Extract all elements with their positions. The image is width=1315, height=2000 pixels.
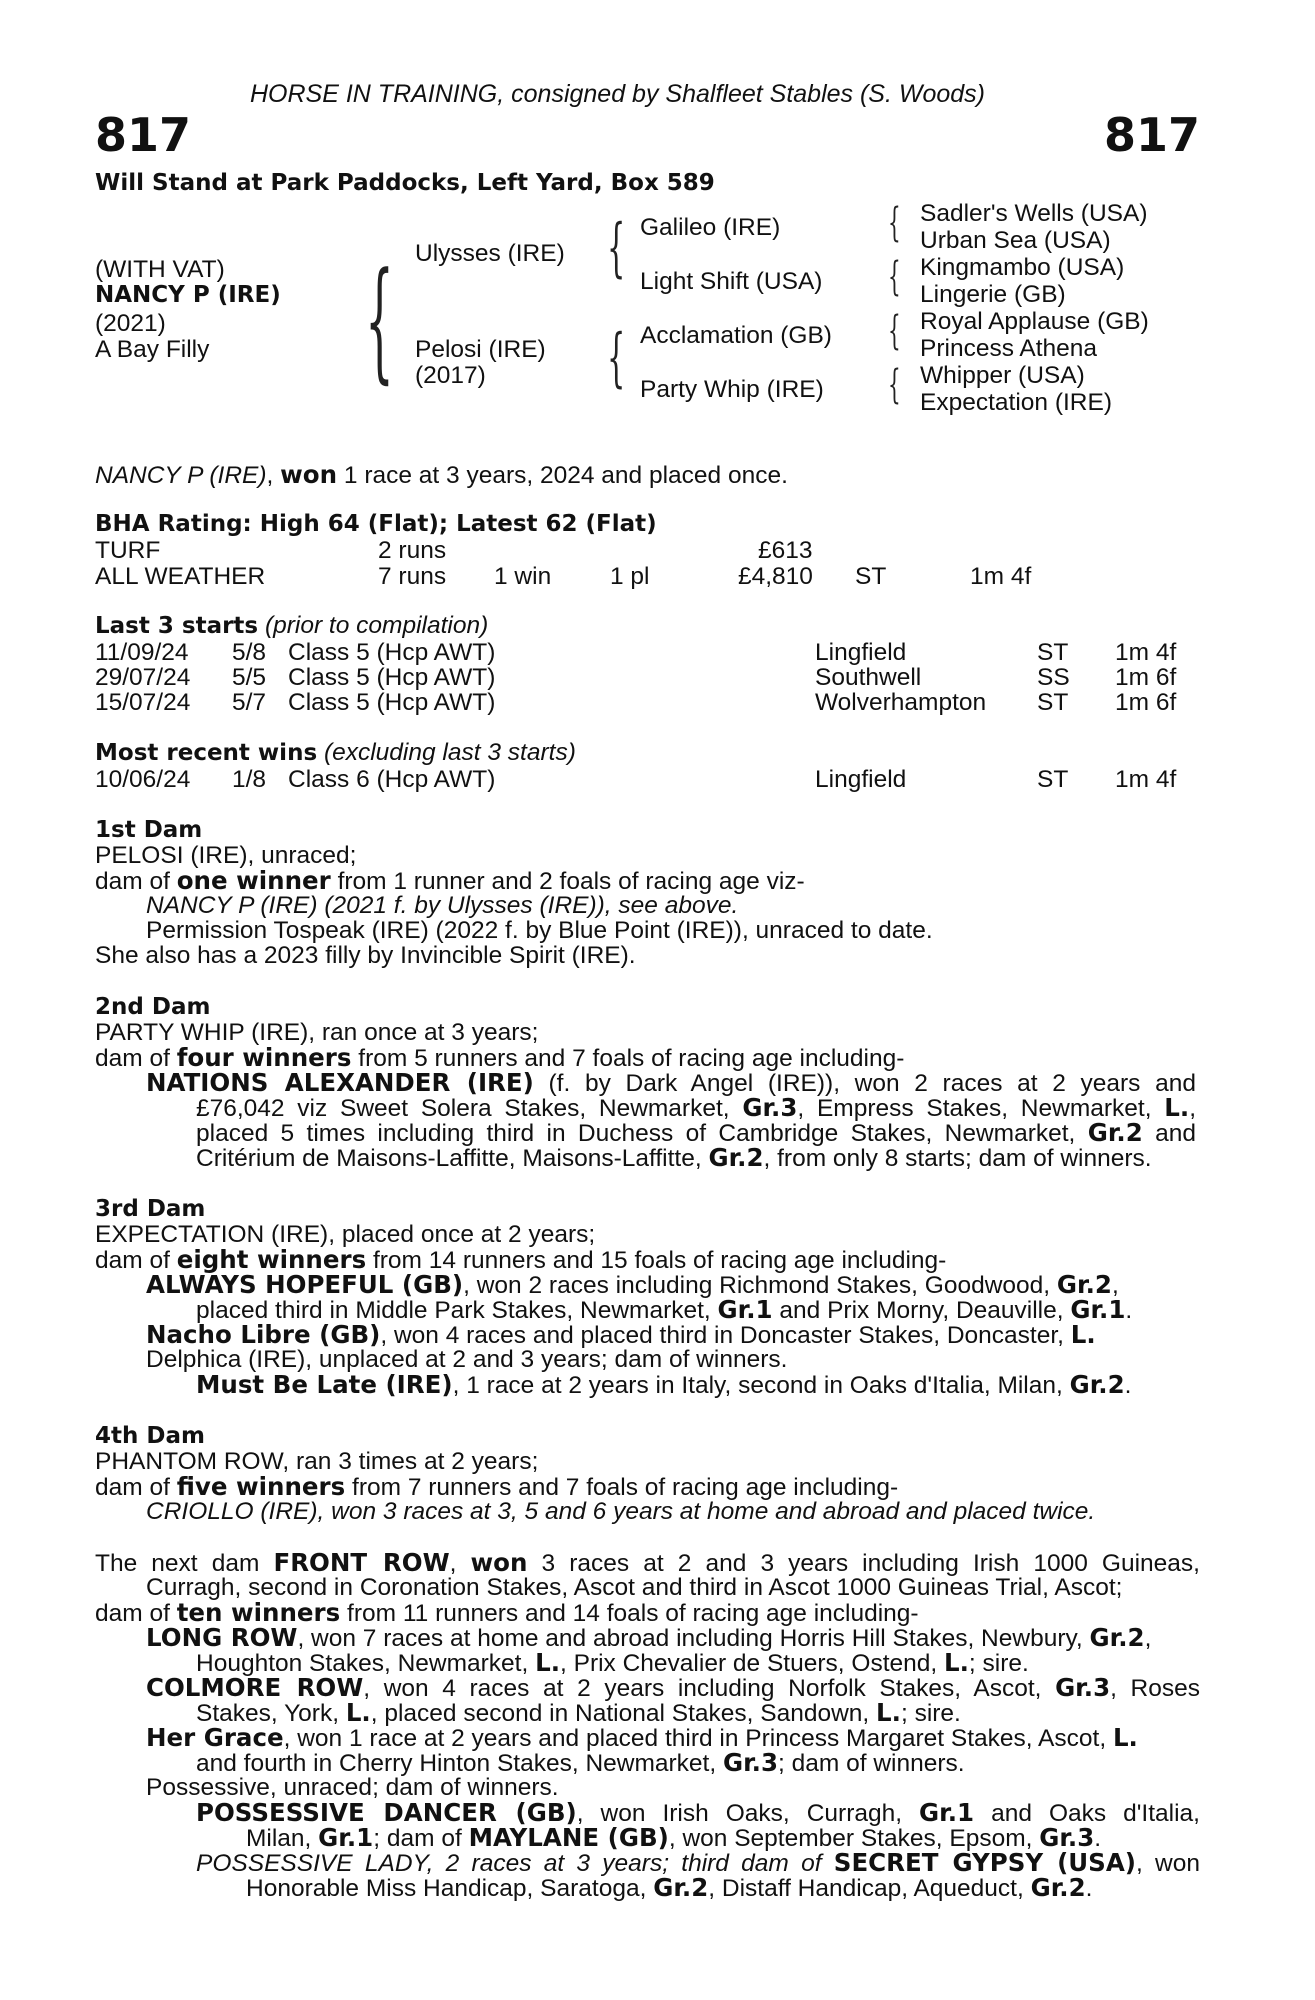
brace-icon: {	[607, 211, 626, 285]
section-heading: 1st Dam	[95, 817, 203, 843]
offspring-line: Houghton Stakes, Newmarket, L., Prix Chevalier de Stuers, Ostend, L.; sire.	[196, 1648, 1029, 1677]
record-placed: 1 pl	[610, 563, 650, 590]
brace-icon: {	[888, 308, 901, 354]
start-going: SS	[1037, 664, 1070, 691]
offspring-line: Must Be Late (IRE), 1 race at 2 years in Italy, second in Oaks d'Italia, Milan, Gr.2.	[196, 1370, 1132, 1399]
brace-icon: {	[888, 200, 901, 246]
start-position: 5/5	[232, 664, 267, 691]
record-prize: £4,810	[738, 563, 813, 590]
ancestor-g3: Kingmambo (USA)	[920, 254, 1125, 281]
record-wins: 1 win	[494, 563, 552, 590]
dam-line: She also has a 2023 filly by Invincible Spirit (IRE).	[95, 942, 636, 969]
ancestor-g7: Whipper (USA)	[920, 362, 1085, 389]
offspring-line: placed 5 times including third in Duchess of Cambridge Stakes, Newmarket, Gr.2 and	[196, 1118, 1196, 1147]
win-distance: 1m 4f	[1115, 766, 1177, 793]
sire: Ulysses (IRE)	[415, 240, 565, 267]
brace-icon: {	[365, 244, 394, 396]
lot-number-left: 817	[95, 108, 192, 162]
ancestor-g6: Princess Athena	[920, 335, 1098, 362]
horse-name: NANCY P (IRE)	[95, 282, 281, 308]
dam-line: dam of one winner from 1 runner and 2 foals of racing age viz-	[95, 866, 805, 895]
ancestor-g4: Lingerie (GB)	[920, 281, 1066, 308]
start-going: ST	[1037, 639, 1069, 666]
consignment-line: HORSE IN TRAINING, consigned by Shalfleet Stables (S. Woods)	[250, 80, 985, 108]
offspring-line: POSSESSIVE LADY, 2 races at 3 years; third dam of SECRET GYPSY (USA), won	[196, 1848, 1200, 1877]
offspring-line: LONG ROW, won 7 races at home and abroad including Horris Hill Stakes, Newbury, Gr.2,	[146, 1623, 1152, 1652]
recent-wins-heading: Most recent wins (excluding last 3 starts)	[95, 739, 576, 766]
dam-line: Curragh, second in Coronation Stakes, Ascot and third in Ascot 1000 Guineas Trial, Ascot;	[146, 1574, 1123, 1601]
offspring-line: CRIOLLO (IRE), won 3 races at 3, 5 and 6 years at home and abroad and placed twice.	[146, 1498, 1096, 1525]
lot-number-right: 817	[1103, 108, 1200, 162]
dam-sire: Acclamation (GB)	[640, 322, 832, 349]
start-distance: 1m 6f	[1115, 689, 1177, 716]
start-position: 5/8	[232, 639, 267, 666]
ancestor-g1: Sadler's Wells (USA)	[920, 200, 1148, 227]
offspring-line: £76,042 viz Sweet Solera Stakes, Newmarket, Gr.3, Empress Stakes, Newmarket, L.,	[196, 1093, 1196, 1122]
section-heading: 4th Dam	[95, 1423, 205, 1449]
win-position: 1/8	[232, 766, 267, 793]
win-course: Lingfield	[815, 766, 907, 793]
start-distance: 1m 6f	[1115, 664, 1177, 691]
start-course: Lingfield	[815, 639, 907, 666]
stand-location: Will Stand at Park Paddocks, Left Yard, Box 589	[95, 170, 715, 196]
sire-dam: Light Shift (USA)	[640, 268, 823, 295]
start-position: 5/7	[232, 689, 267, 716]
start-date: 29/07/24	[95, 664, 191, 691]
dam-line: dam of five winners from 7 runners and 7 foals of racing age including-	[95, 1472, 899, 1501]
ancestor-g2: Urban Sea (USA)	[920, 227, 1111, 254]
start-distance: 1m 4f	[1115, 639, 1177, 666]
offspring-line: Honorable Miss Handicap, Saratoga, Gr.2, Distaff Handicap, Aqueduct, Gr.2.	[246, 1873, 1093, 1902]
start-course: Southwell	[815, 664, 922, 691]
start-date: 15/07/24	[95, 689, 191, 716]
offspring-line: NATIONS ALEXANDER (IRE) (f. by Dark Angel (IRE)), won 2 races at 2 years and	[146, 1068, 1196, 1097]
dam-line: dam of ten winners from 11 runners and 14 foals of racing age including-	[95, 1598, 919, 1627]
record-going: ST	[855, 563, 887, 590]
dam-line: The next dam FRONT ROW, won 3 races at 2 and 3 years including Irish 1000 Guineas,	[95, 1548, 1200, 1577]
record-surface: TURF	[95, 537, 161, 564]
horse-year: (2021)	[95, 310, 166, 337]
record-prize: £613	[758, 537, 813, 564]
horse-description: A Bay Filly	[95, 336, 210, 363]
brace-icon: {	[607, 321, 626, 395]
offspring-line: Critérium de Maisons-Laffitte, Maisons-Laffitte, Gr.2, from only 8 starts; dam of winners.	[196, 1143, 1152, 1172]
offspring-line: Delphica (IRE), unplaced at 2 and 3 years; dam of winners.	[146, 1346, 788, 1373]
last-starts-heading: Last 3 starts (prior to compilation)	[95, 612, 489, 639]
offspring-line: Nacho Libre (GB), won 4 races and placed third in Doncaster Stakes, Doncaster, L.	[146, 1320, 1096, 1349]
start-race: Class 5 (Hcp AWT)	[288, 689, 496, 716]
offspring-line: COLMORE ROW, won 4 races at 2 years including Norfolk Stakes, Ascot, Gr.3, Roses	[146, 1673, 1200, 1702]
section-heading: 3rd Dam	[95, 1196, 206, 1222]
record-runs: 2 runs	[378, 537, 447, 564]
dam-line: PELOSI (IRE), unraced;	[95, 842, 357, 869]
win-date: 10/06/24	[95, 766, 191, 793]
dam-dam: Party Whip (IRE)	[640, 376, 824, 403]
offspring-line: Stakes, York, L., placed second in National Stakes, Sandown, L.; sire.	[196, 1698, 961, 1727]
offspring-line: POSSESSIVE DANCER (GB), won Irish Oaks, Curragh, Gr.1 and Oaks d'Italia,	[196, 1798, 1200, 1827]
dam-line: dam of eight winners from 14 runners and 15 foals of racing age including-	[95, 1245, 947, 1274]
section-heading: 2nd Dam	[95, 994, 211, 1020]
race-summary: NANCY P (IRE), won 1 race at 3 years, 2024 and placed once.	[95, 460, 788, 489]
record-surface: ALL WEATHER	[95, 563, 266, 590]
record-distance: 1m 4f	[970, 563, 1032, 590]
offspring-line: and fourth in Cherry Hinton Stakes, Newmarket, Gr.3; dam of winners.	[196, 1748, 965, 1777]
start-race: Class 5 (Hcp AWT)	[288, 664, 496, 691]
brace-icon: {	[888, 362, 901, 408]
start-race: Class 5 (Hcp AWT)	[288, 639, 496, 666]
bha-rating: BHA Rating: High 64 (Flat); Latest 62 (Flat)	[95, 511, 657, 537]
sire-sire: Galileo (IRE)	[640, 214, 781, 241]
dam-year: (2017)	[415, 362, 486, 389]
dam-line: dam of four winners from 5 runners and 7 foals of racing age including-	[95, 1043, 905, 1072]
offspring-line: placed third in Middle Park Stakes, Newmarket, Gr.1 and Prix Morny, Deauville, Gr.1.	[196, 1295, 1133, 1324]
brace-icon: {	[888, 254, 901, 300]
win-race: Class 6 (Hcp AWT)	[288, 766, 496, 793]
offspring-line: Milan, Gr.1; dam of MAYLANE (GB), won September Stakes, Epsom, Gr.3.	[246, 1823, 1102, 1852]
dam-line: PARTY WHIP (IRE), ran once at 3 years;	[95, 1019, 539, 1046]
ancestor-g8: Expectation (IRE)	[920, 389, 1112, 416]
offspring-line: ALWAYS HOPEFUL (GB), won 2 races including Richmond Stakes, Goodwood, Gr.2,	[146, 1270, 1119, 1299]
start-going: ST	[1037, 689, 1069, 716]
dam-line: PHANTOM ROW, ran 3 times at 2 years;	[95, 1448, 539, 1475]
win-going: ST	[1037, 766, 1069, 793]
dam: Pelosi (IRE)	[415, 336, 546, 363]
offspring-line: NANCY P (IRE) (2021 f. by Ulysses (IRE)), see above.	[146, 892, 739, 919]
start-course: Wolverhampton	[815, 689, 987, 716]
offspring-line: Possessive, unraced; dam of winners.	[146, 1774, 559, 1801]
vat-note: (WITH VAT)	[95, 256, 225, 283]
offspring-line: Her Grace, won 1 race at 2 years and placed third in Princess Margaret Stakes, Ascot, L.	[146, 1723, 1138, 1752]
start-date: 11/09/24	[95, 639, 189, 666]
dam-line: EXPECTATION (IRE), placed once at 2 years;	[95, 1221, 596, 1248]
offspring-line: Permission Tospeak (IRE) (2022 f. by Blue Point (IRE)), unraced to date.	[146, 917, 933, 944]
record-runs: 7 runs	[378, 563, 447, 590]
ancestor-g5: Royal Applause (GB)	[920, 308, 1149, 335]
